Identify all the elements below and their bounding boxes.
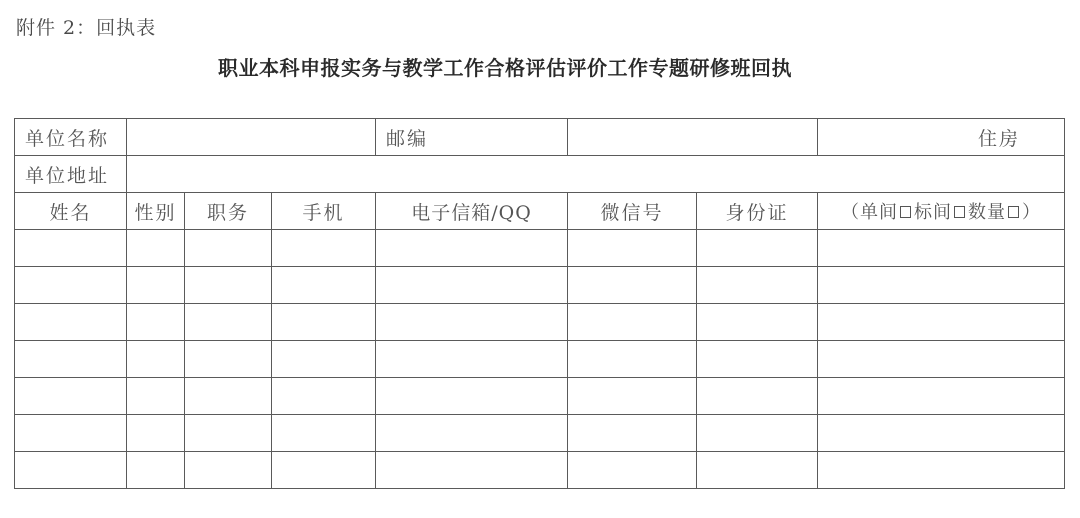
- email-qq-cell[interactable]: [376, 267, 568, 304]
- registration-form-table: [14, 118, 1065, 489]
- id-card-cell[interactable]: [697, 415, 818, 452]
- wechat-cell[interactable]: [568, 304, 697, 341]
- attachment-label: 附件 2：回执表: [16, 17, 157, 39]
- mobile-cell[interactable]: [272, 230, 376, 267]
- gender-cell[interactable]: [127, 341, 185, 378]
- gender-cell[interactable]: [127, 230, 185, 267]
- position-cell[interactable]: [185, 452, 272, 489]
- unit-address-field[interactable]: [127, 156, 1065, 193]
- wechat-cell[interactable]: [568, 415, 697, 452]
- room-cell[interactable]: [818, 378, 1065, 415]
- postcode-field[interactable]: [568, 119, 818, 156]
- col-mobile-header: 手机: [272, 193, 376, 230]
- col-room-options-header: [818, 193, 1065, 230]
- name-cell[interactable]: [15, 415, 127, 452]
- page-title: 职业本科申报实务与教学工作合格评估评价工作专题研修班回执: [218, 56, 792, 80]
- wechat-cell[interactable]: [568, 267, 697, 304]
- table-row: [15, 341, 1065, 378]
- col-wechat-header: 微信号: [568, 193, 697, 230]
- room-quantity-checkbox[interactable]: [1008, 206, 1019, 218]
- position-cell[interactable]: [185, 267, 272, 304]
- gender-cell[interactable]: [127, 267, 185, 304]
- room-single-label: 单间: [860, 202, 899, 223]
- email-qq-cell[interactable]: [376, 378, 568, 415]
- name-cell[interactable]: [15, 378, 127, 415]
- col-email-qq-header: 电子信箱/QQ: [376, 193, 568, 230]
- room-open-paren: （: [841, 202, 861, 223]
- room-cell[interactable]: [818, 341, 1065, 378]
- email-qq-cell[interactable]: [376, 230, 568, 267]
- gender-cell[interactable]: [127, 415, 185, 452]
- room-standard-label: 标间: [914, 202, 953, 223]
- position-cell[interactable]: [185, 230, 272, 267]
- id-card-cell[interactable]: [697, 378, 818, 415]
- mobile-cell[interactable]: [272, 341, 376, 378]
- email-qq-cell[interactable]: [376, 304, 568, 341]
- wechat-cell[interactable]: [568, 452, 697, 489]
- id-card-cell[interactable]: [697, 341, 818, 378]
- name-cell[interactable]: [15, 230, 127, 267]
- position-cell[interactable]: [185, 415, 272, 452]
- col-id-card-header: 身份证: [697, 193, 818, 230]
- unit-address-row: [15, 156, 1065, 193]
- position-cell[interactable]: [185, 378, 272, 415]
- room-cell[interactable]: [818, 230, 1065, 267]
- lodging-label: 住房: [818, 119, 1065, 156]
- table-row: [15, 230, 1065, 267]
- table-row: [15, 415, 1065, 452]
- mobile-cell[interactable]: [272, 452, 376, 489]
- wechat-cell[interactable]: [568, 230, 697, 267]
- id-card-cell[interactable]: [697, 267, 818, 304]
- email-qq-cell[interactable]: [376, 452, 568, 489]
- name-cell[interactable]: [15, 304, 127, 341]
- table-row: [15, 378, 1065, 415]
- room-cell[interactable]: [818, 452, 1065, 489]
- name-cell[interactable]: [15, 267, 127, 304]
- unit-name-row: [15, 119, 1065, 156]
- room-cell[interactable]: [818, 415, 1065, 452]
- id-card-cell[interactable]: [697, 452, 818, 489]
- col-position-header: 职务: [185, 193, 272, 230]
- gender-cell[interactable]: [127, 304, 185, 341]
- wechat-cell[interactable]: [568, 378, 697, 415]
- postcode-label: 邮编: [376, 119, 568, 156]
- single-room-checkbox[interactable]: [900, 206, 911, 218]
- email-qq-cell[interactable]: [376, 341, 568, 378]
- table-row: [15, 452, 1065, 489]
- table-row: [15, 267, 1065, 304]
- position-cell[interactable]: [185, 341, 272, 378]
- mobile-cell[interactable]: [272, 378, 376, 415]
- gender-cell[interactable]: [127, 452, 185, 489]
- name-cell[interactable]: [15, 452, 127, 489]
- room-quantity-label: 数量: [968, 202, 1007, 223]
- unit-name-field[interactable]: [127, 119, 376, 156]
- email-qq-cell[interactable]: [376, 415, 568, 452]
- room-close-paren: ）: [1022, 202, 1042, 223]
- unit-name-label: 单位名称: [15, 119, 127, 156]
- id-card-cell[interactable]: [697, 230, 818, 267]
- room-cell[interactable]: [818, 267, 1065, 304]
- unit-address-label: 单位地址: [15, 156, 127, 193]
- wechat-cell[interactable]: [568, 341, 697, 378]
- table-row: [15, 304, 1065, 341]
- name-cell[interactable]: [15, 341, 127, 378]
- col-name-header: 姓名: [15, 193, 127, 230]
- col-gender-header: 性别: [127, 193, 185, 230]
- position-cell[interactable]: [185, 304, 272, 341]
- room-cell[interactable]: [818, 304, 1065, 341]
- standard-room-checkbox[interactable]: [954, 206, 965, 218]
- gender-cell[interactable]: [127, 378, 185, 415]
- column-header-row: [15, 193, 1065, 230]
- mobile-cell[interactable]: [272, 267, 376, 304]
- mobile-cell[interactable]: [272, 415, 376, 452]
- mobile-cell[interactable]: [272, 304, 376, 341]
- id-card-cell[interactable]: [697, 304, 818, 341]
